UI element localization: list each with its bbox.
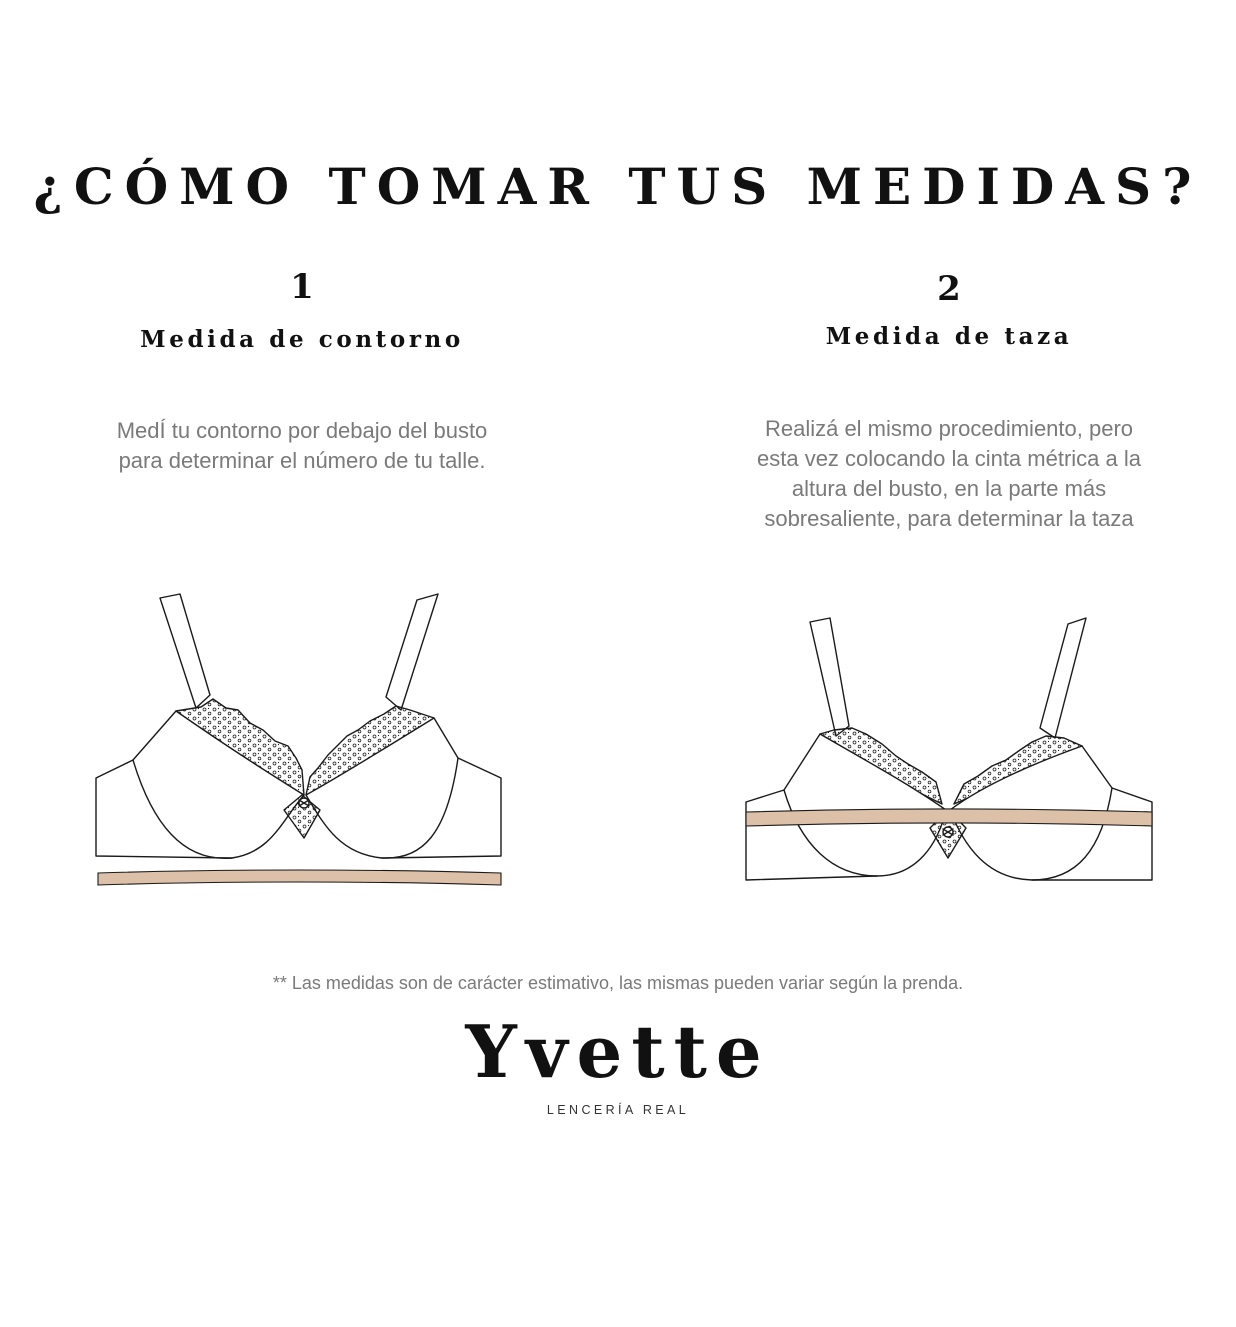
bra-icon bbox=[746, 618, 1152, 880]
brand-tagline: LENCERÍA REAL bbox=[546, 1103, 690, 1117]
step-1-description: MedÍ tu contorno por debajo del busto para determinar el número de tu talle. bbox=[116, 418, 488, 473]
page-title: ¿CÓMO TOMAR TUS MEDIDAS? bbox=[33, 156, 1203, 216]
step-2-description: Realizá el mismo procedimiento, pero esta vez colocando la cinta métrica a la altura del busto, en la parte más sobresaliente, para determinar la taza bbox=[757, 416, 1141, 531]
bra-illustration-contour bbox=[92, 590, 506, 890]
measuring-tape-icon bbox=[98, 870, 501, 885]
step-1-number: 1 bbox=[290, 267, 314, 307]
bra-icon bbox=[96, 594, 501, 858]
disclaimer-note: ** Las medidas son de carácter estimativo, las mismas pueden variar según la prenda. bbox=[272, 973, 964, 993]
step-1-title: Medida de contorno bbox=[140, 326, 464, 353]
step-2-number: 2 bbox=[937, 269, 961, 309]
bra-illustration-cup bbox=[742, 614, 1156, 890]
measuring-tape-icon bbox=[746, 809, 1152, 826]
step-2-title: Medida de taza bbox=[825, 323, 1073, 350]
brand-logo: Yvette bbox=[465, 1009, 771, 1094]
